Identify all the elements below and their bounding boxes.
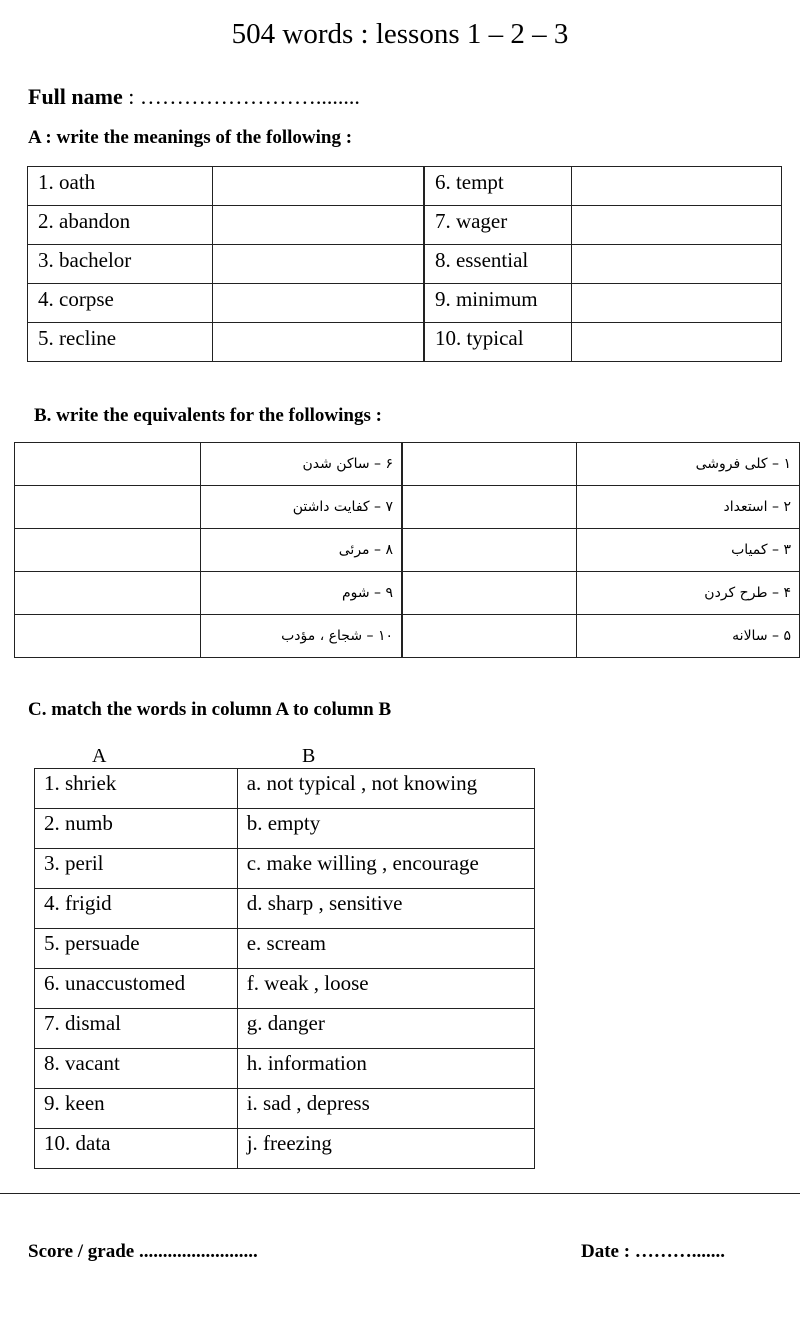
- full-name-blank[interactable]: : ……………………........: [122, 84, 360, 109]
- persian-word-cell: ۹ – شوم: [200, 572, 402, 615]
- word-cell: 6. tempt: [424, 167, 572, 206]
- full-name-label: Full name: [28, 84, 123, 109]
- word-cell: 2. abandon: [28, 206, 213, 245]
- column-b-cell: e. scream: [237, 929, 534, 969]
- section-c-heading: C. match the words in column A to column B: [28, 699, 392, 720]
- column-a-cell: 7. dismal: [35, 1009, 238, 1049]
- answer-cell[interactable]: [212, 323, 424, 362]
- column-b-cell: h. information: [237, 1049, 534, 1089]
- answer-cell[interactable]: [212, 167, 424, 206]
- persian-word-cell: ۲ – استعداد: [577, 486, 800, 529]
- table-row: [15, 615, 800, 658]
- table-row: [35, 889, 535, 929]
- answer-cell[interactable]: [15, 443, 201, 486]
- table-row: [35, 1089, 535, 1129]
- word-cell: 5. recline: [28, 323, 213, 362]
- word-cell: 8. essential: [424, 245, 572, 284]
- column-b-cell: i. sad , depress: [237, 1089, 534, 1129]
- column-b-cell: a. not typical , not knowing: [237, 769, 534, 809]
- table-row: [35, 1129, 535, 1169]
- section-a-heading: A : write the meanings of the following :: [28, 127, 353, 148]
- column-b-cell: f. weak , loose: [237, 969, 534, 1009]
- column-a-cell: 1. shriek: [35, 769, 238, 809]
- answer-cell[interactable]: [212, 206, 424, 245]
- column-a-cell: 10. data: [35, 1129, 238, 1169]
- persian-word-cell: ۴ – طرح کردن: [577, 572, 800, 615]
- answer-cell[interactable]: [402, 572, 577, 615]
- column-b-label: B: [302, 745, 316, 767]
- column-a-cell: 4. frigid: [35, 889, 238, 929]
- answer-cell[interactable]: [15, 572, 201, 615]
- answer-cell[interactable]: [402, 443, 577, 486]
- column-b-cell: d. sharp , sensitive: [237, 889, 534, 929]
- answer-cell[interactable]: [402, 615, 577, 658]
- table-row: [28, 167, 782, 206]
- word-cell: 4. corpse: [28, 284, 213, 323]
- table-row: [28, 206, 782, 245]
- equivalents-table: [14, 442, 800, 658]
- section-b-heading: B. write the equivalents for the followings :: [34, 405, 382, 426]
- meanings-table: [27, 166, 782, 362]
- table-row: [28, 323, 782, 362]
- persian-word-cell: ۳ – کمیاب: [577, 529, 800, 572]
- persian-word-cell: ۷ – کفایت داشتن: [200, 486, 402, 529]
- answer-cell[interactable]: [572, 323, 782, 362]
- footer-divider: [0, 1193, 800, 1194]
- column-a-cell: 9. keen: [35, 1089, 238, 1129]
- persian-word-cell: ۵ – سالانه: [577, 615, 800, 658]
- column-b-cell: g. danger: [237, 1009, 534, 1049]
- table-row: [15, 572, 800, 615]
- column-a-cell: 8. vacant: [35, 1049, 238, 1089]
- date-field[interactable]: Date : ……….......: [581, 1241, 726, 1262]
- word-cell: 7. wager: [424, 206, 572, 245]
- table-row: [35, 849, 535, 889]
- table-row: [35, 1049, 535, 1089]
- answer-cell[interactable]: [15, 529, 201, 572]
- column-a-cell: 3. peril: [35, 849, 238, 889]
- column-a-cell: 5. persuade: [35, 929, 238, 969]
- answer-cell[interactable]: [572, 284, 782, 323]
- answer-cell[interactable]: [402, 486, 577, 529]
- word-cell: 10. typical: [424, 323, 572, 362]
- page-title: 504 words : lessons 1 – 2 – 3: [231, 18, 569, 50]
- table-row: [28, 245, 782, 284]
- answer-cell[interactable]: [212, 284, 424, 323]
- table-row: [35, 809, 535, 849]
- score-field[interactable]: Score / grade .........................: [28, 1241, 258, 1262]
- word-cell: 1. oath: [28, 167, 213, 206]
- table-row: [35, 769, 535, 809]
- matching-table: [34, 768, 535, 1169]
- column-b-cell: j. freezing: [237, 1129, 534, 1169]
- word-cell: 3. bachelor: [28, 245, 213, 284]
- table-row: [28, 284, 782, 323]
- persian-word-cell: ۱۰ – شجاع ، مؤدب: [200, 615, 402, 658]
- table-row: [15, 443, 800, 486]
- table-row: [35, 929, 535, 969]
- answer-cell[interactable]: [15, 486, 201, 529]
- answer-cell[interactable]: [212, 245, 424, 284]
- answer-cell[interactable]: [572, 206, 782, 245]
- persian-word-cell: ۸ – مرئی: [200, 529, 402, 572]
- table-row: [15, 486, 800, 529]
- persian-word-cell: ۱ – کلی فروشی: [577, 443, 800, 486]
- full-name-line: [28, 84, 360, 110]
- answer-cell[interactable]: [572, 245, 782, 284]
- column-a-cell: 2. numb: [35, 809, 238, 849]
- answer-cell[interactable]: [15, 615, 201, 658]
- column-a-label: A: [92, 745, 107, 767]
- answer-cell[interactable]: [572, 167, 782, 206]
- table-row: [35, 969, 535, 1009]
- word-cell: 9. minimum: [424, 284, 572, 323]
- column-b-cell: c. make willing , encourage: [237, 849, 534, 889]
- persian-word-cell: ۶ – ساکن شدن: [200, 443, 402, 486]
- column-a-cell: 6. unaccustomed: [35, 969, 238, 1009]
- answer-cell[interactable]: [402, 529, 577, 572]
- table-row: [15, 529, 800, 572]
- column-b-cell: b. empty: [237, 809, 534, 849]
- table-row: [35, 1009, 535, 1049]
